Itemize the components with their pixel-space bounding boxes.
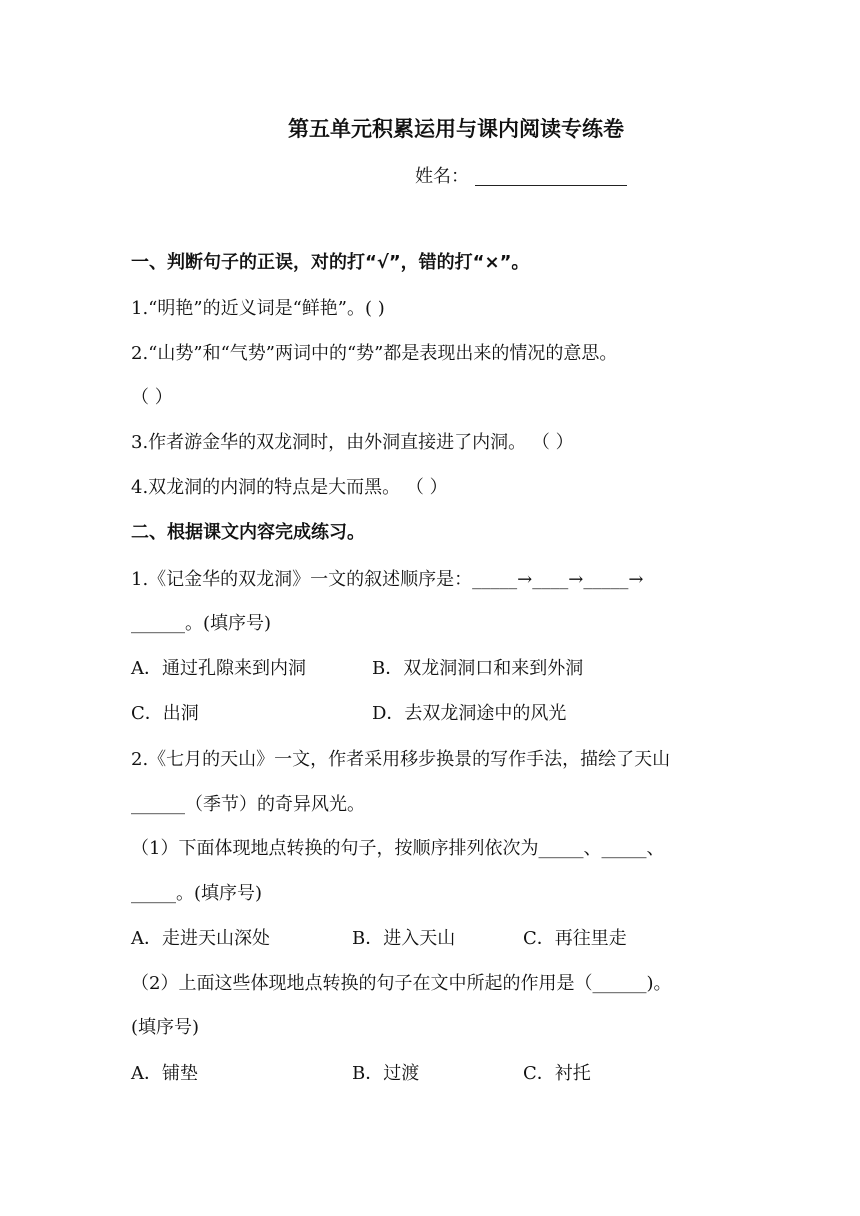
s2-q2-sub1-option-b: B．进入天山 <box>352 928 456 949</box>
s1-item-4: 4.双龙洞的内洞的特点是大而黑。 （ ） <box>131 477 448 498</box>
s2-q2-line1: 2.《七月的天山》一文，作者采用移步换景的写作手法，描绘了天山 <box>131 749 671 770</box>
s1-item-2: 2.“山势”和“气势”两词中的“势”都是表现出来的情况的意思。 <box>131 343 618 364</box>
s1-item-3: 3.作者游金华的双龙洞时，由外洞直接进了内洞。 （ ） <box>131 432 574 453</box>
s2-q2-sub2-option-c: C．衬托 <box>523 1063 591 1084</box>
s1-item-2-answer: （ ） <box>131 387 173 408</box>
s2-q2-sub2-option-a: A．铺垫 <box>131 1063 198 1084</box>
s1-item-1: 1.“明艳”的近义词是“鲜艳”。( ) <box>131 298 385 319</box>
name-label: 姓名： <box>415 166 469 187</box>
s2-q2-sub1-line1: （1）下面体现地点转换的句子，按顺序排列依次为_____、_____、 <box>131 838 665 859</box>
page-title-text: 第五单元积累运用与课内阅读专练卷 <box>288 117 624 141</box>
s2-q1-line2: ______。(填序号) <box>131 613 272 634</box>
s2-q2-sub2-line2: (填序号) <box>131 1017 200 1038</box>
s2-q1-option-d: D．去双龙洞途中的风光 <box>372 703 567 724</box>
s2-q1-line1: 1.《记金华的双龙洞》一文的叙述顺序是：_____→____→_____→ <box>131 569 644 590</box>
name-blank[interactable] <box>475 167 627 186</box>
s2-q2-sub2-line1: （2）上面这些体现地点转换的句子在文中所起的作用是（______)。 <box>131 973 672 994</box>
section2-heading: 二、根据课文内容完成练习。 <box>131 522 365 543</box>
s2-q2-sub1-line2: _____。(填序号) <box>131 883 263 904</box>
s2-q1-option-c: C．出洞 <box>131 703 199 724</box>
s2-q2-line2: ______（季节）的奇异风光。 <box>131 794 365 815</box>
page-title <box>0 113 860 143</box>
s2-q1-option-b: B．双龙洞洞口和来到外洞 <box>372 658 584 679</box>
s2-q2-sub2-option-b: B．过渡 <box>352 1063 420 1084</box>
name-field-row <box>415 162 627 188</box>
s2-q2-sub1-option-a: A．走进天山深处 <box>131 928 270 949</box>
section1-heading: 一、判断句子的正误，对的打“√”，错的打“×”。 <box>131 252 530 273</box>
s2-q1-option-a: A．通过孔隙来到内洞 <box>131 658 306 679</box>
s2-q2-sub1-option-c: C．再往里走 <box>523 928 627 949</box>
